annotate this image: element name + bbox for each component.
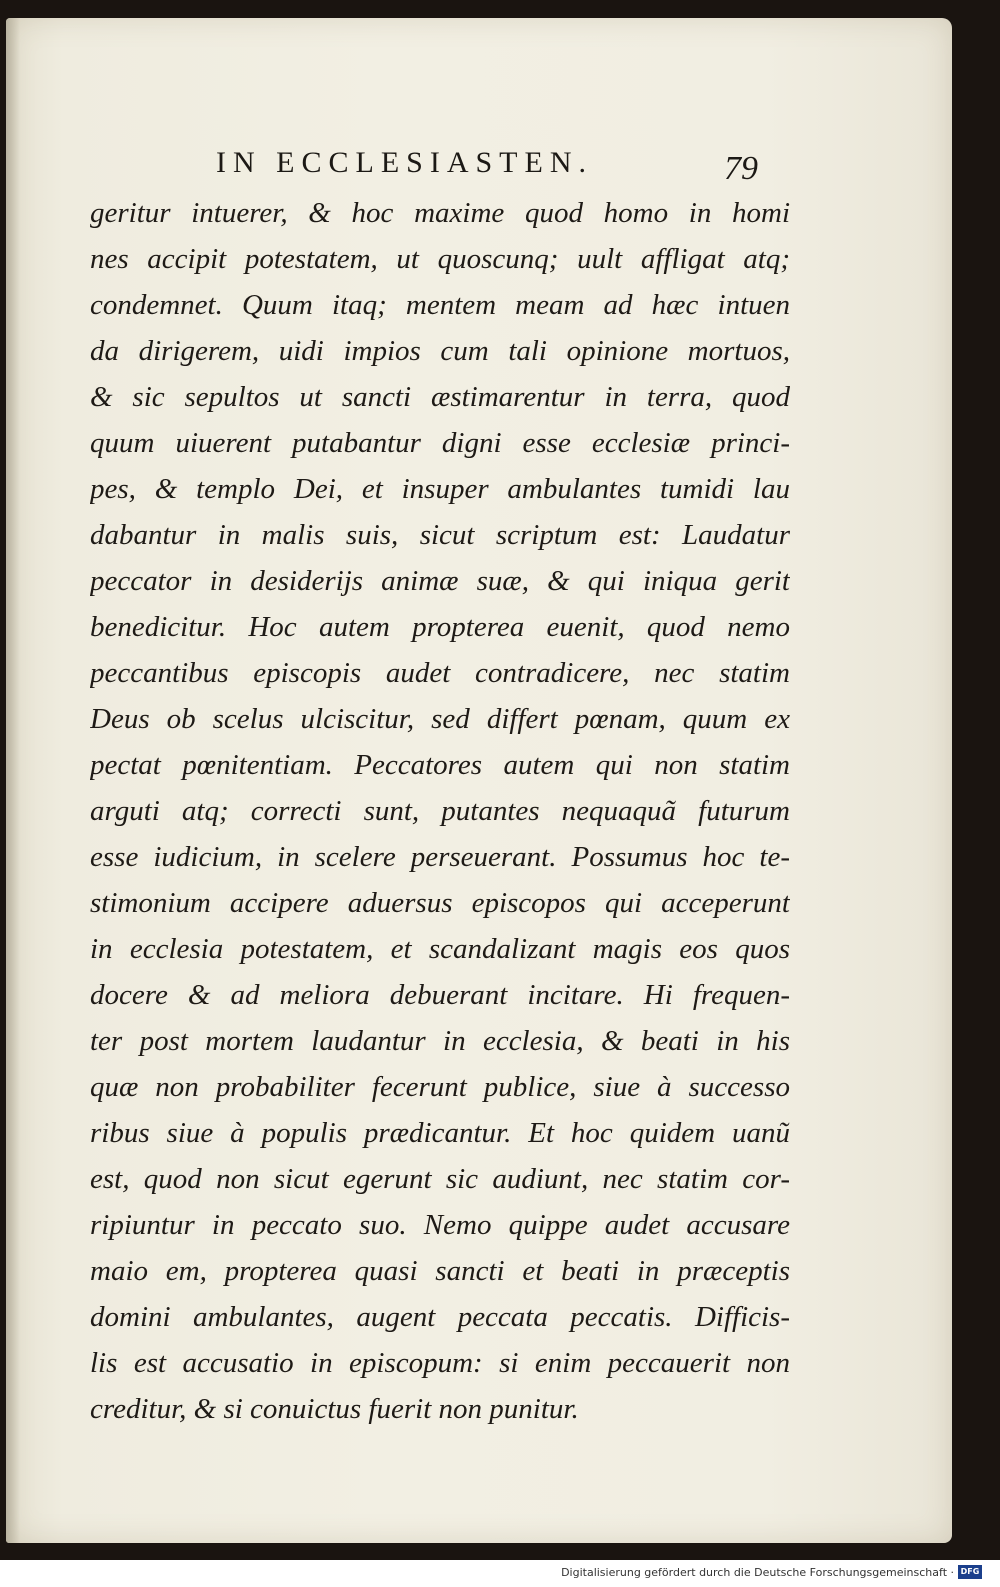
book-page (6, 18, 952, 1543)
text-line: geritur intuerer, & hoc maxime quod homo in homi (90, 197, 790, 229)
text-line: ripiuntur in peccato suo. Nemo quippe audet accusare (90, 1209, 790, 1241)
text-line: est, quod non sicut egerunt sic audiunt, nec statim cor- (90, 1163, 790, 1195)
text-line: quæ non probabiliter fecerunt publice, siue à successo (90, 1071, 790, 1103)
body-text (90, 190, 790, 1432)
text-line: & sic sepultos ut sancti æstimarentur in terra, quod (90, 381, 790, 413)
text-line: in ecclesia potestatem, et scandalizant magis eos quos (90, 933, 790, 965)
text-line: stimonium accipere aduersus episcopos qui acceperunt (90, 887, 790, 919)
funding-credit: Digitalisierung gefördert durch die Deutsche Forschungsgemeinschaft · (561, 1566, 954, 1579)
text-line: dabantur in malis suis, sicut scriptum est: Laudatur (90, 519, 790, 551)
page-gutter-shadow (6, 18, 20, 1543)
text-line: peccator in desiderijs animæ suæ, & qui iniqua gerit (90, 565, 790, 597)
text-line: docere & ad meliora debuerant incitare. Hi frequen- (90, 979, 790, 1011)
text-line: lis est accusatio in episcopum: si enim peccauerit non (90, 1347, 790, 1379)
text-line: domini ambulantes, augent peccata peccatis. Difficis- (90, 1301, 790, 1333)
text-line: maio em, propterea quasi sancti et beati in præceptis (90, 1255, 790, 1287)
text-line: ter post mortem laudantur in ecclesia, & beati in his (90, 1025, 790, 1057)
text-line: nes accipit potestatem, ut quoscunq; uult affligat atq; (90, 243, 790, 275)
text-line: arguti atq; correcti sunt, putantes nequaquã futurum (90, 795, 790, 827)
running-head-title: IN ECCLESIASTEN. (216, 146, 593, 179)
text-line: benedicitur. Hoc autem propterea euenit, quod nemo (90, 611, 790, 643)
text-line: da dirigerem, uidi impios cum tali opinione mortuos, (90, 335, 790, 367)
text-line: Deus ob scelus ulciscitur, sed differt pœnam, quum ex (90, 703, 790, 735)
page-number: 79 (724, 150, 758, 187)
running-head (6, 146, 952, 186)
digitization-footer (0, 1560, 1000, 1587)
text-line: esse iudicium, in scelere perseuerant. Possumus hoc te- (90, 841, 790, 873)
text-line: quum uiuerent putabantur digni esse ecclesiæ princi- (90, 427, 790, 459)
text-line: creditur, & si conuictus fuerit non punitur. (90, 1393, 579, 1425)
text-line: condemnet. Quum itaq; mentem meam ad hæc intuen (90, 289, 790, 321)
text-line: pectat pœnitentiam. Peccatores autem qui non statim (90, 749, 790, 781)
dfg-logo: DFG (958, 1565, 982, 1579)
text-line: ribus siue à populis prædicantur. Et hoc quidem uanũ (90, 1117, 790, 1149)
text-line: peccantibus episcopis audet contradicere, nec statim (90, 657, 790, 689)
text-line: pes, & templo Dei, et insuper ambulantes tumidi lau (90, 473, 790, 505)
